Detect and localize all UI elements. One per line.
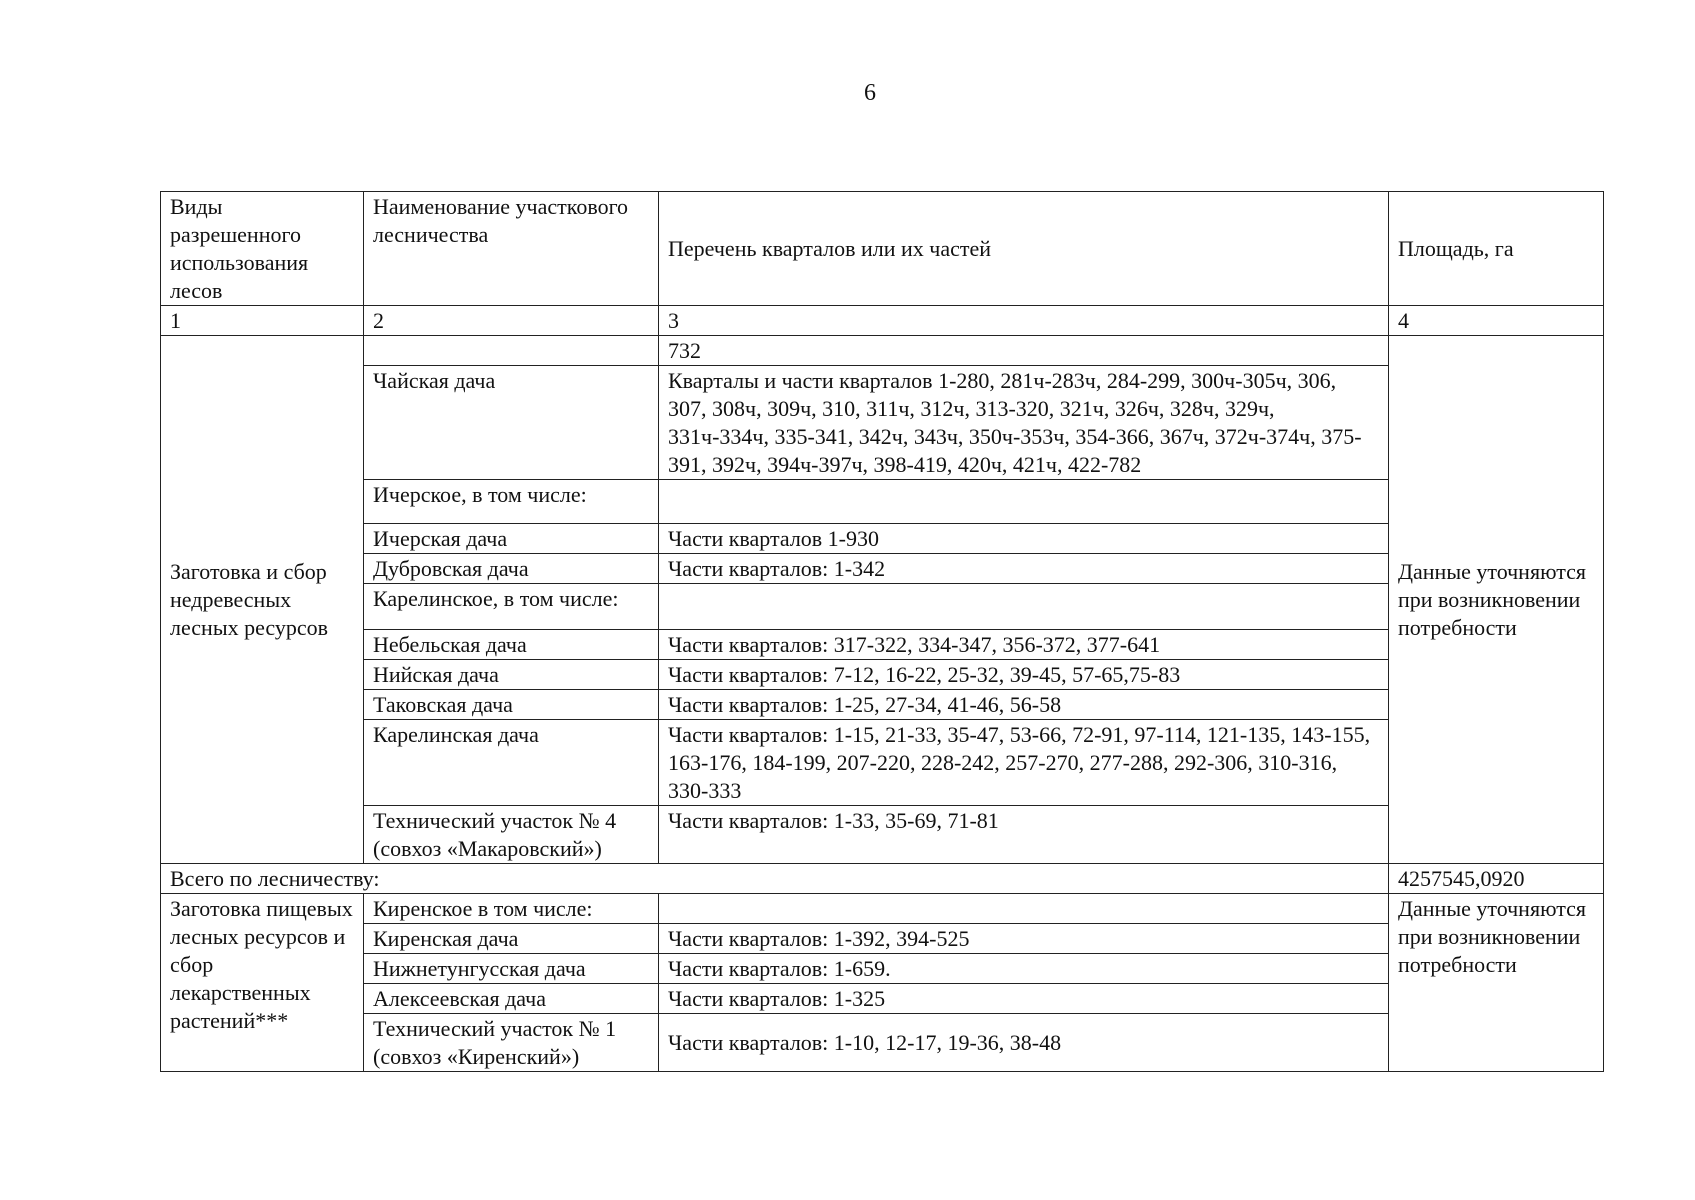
forestry-cell: Таковская дача: [364, 690, 659, 720]
total-row: [161, 864, 1604, 894]
forestry-cell: [364, 336, 659, 366]
quarters-cell: Части кварталов: 1-325: [659, 984, 1389, 1014]
header-usage-type: Виды разрешенного использования лесов: [161, 192, 364, 306]
header-quarters: Перечень кварталов или их частей: [659, 192, 1389, 306]
table-row: [161, 894, 1604, 924]
quarters-cell: Части кварталов: 1-10, 12-17, 19-36, 38-48: [659, 1014, 1389, 1072]
quarters-cell: [659, 894, 1389, 924]
quarters-cell: Части кварталов: 1-33, 35-69, 71-81: [659, 806, 1389, 864]
table-row: [161, 630, 1604, 660]
column-number: 4: [1389, 306, 1604, 336]
forestry-cell: Нижнетунгусская дача: [364, 954, 659, 984]
table-row: [161, 690, 1604, 720]
quarters-cell: Части кварталов: 1-659.: [659, 954, 1389, 984]
table-row: [161, 984, 1604, 1014]
table-row: [161, 806, 1604, 864]
forestry-cell: Нийская дача: [364, 660, 659, 690]
forestry-cell: Технический участок № 1 (совхоз «Киренский»): [364, 1014, 659, 1072]
quarters-cell: Части кварталов: 7-12, 16-22, 25-32, 39-45, 57-65,75-83: [659, 660, 1389, 690]
quarters-cell: [659, 480, 1389, 524]
quarters-cell: [659, 584, 1389, 630]
table-row: [161, 366, 1604, 480]
table-row: [161, 480, 1604, 524]
quarters-cell: Части кварталов: 1-15, 21-33, 35-47, 53-66, 72-91, 97-114, 121-135, 143-155, 163-176, 184-199, 207-220, 228-242, 257-270, 277-288, 292-306, 310-316, 330-333: [659, 720, 1389, 806]
quarters-cell: Части кварталов: 1-392, 394-525: [659, 924, 1389, 954]
table-row: [161, 1014, 1604, 1072]
table-row: [161, 336, 1604, 366]
forest-quarters-table: [160, 191, 1604, 1072]
forestry-cell: Ичерская дача: [364, 524, 659, 554]
header-area: Площадь, га: [1389, 192, 1604, 306]
usage-type-cell: Заготовка пищевых лесных ресурсов и сбор лекарственных растений***: [161, 894, 364, 1072]
header-forestry: Наименование участкового лесничества: [364, 192, 659, 306]
table-row: [161, 954, 1604, 984]
forestry-cell: Ичерское, в том числе:: [364, 480, 659, 524]
quarters-cell: 732: [659, 336, 1389, 366]
forestry-cell: Алексеевская дача: [364, 984, 659, 1014]
table-row: [161, 924, 1604, 954]
quarters-cell: Части кварталов 1-930: [659, 524, 1389, 554]
total-value: 4257545,0920: [1389, 864, 1604, 894]
area-cell: Данные уточняются при возникновении потребности: [1389, 336, 1604, 864]
quarters-cell: Части кварталов: 317-322, 334-347, 356-372, 377-641: [659, 630, 1389, 660]
quarters-cell: Части кварталов: 1-342: [659, 554, 1389, 584]
forestry-cell: Небельская дача: [364, 630, 659, 660]
table-row: [161, 660, 1604, 690]
usage-type-cell: Заготовка и сбор недревесных лесных ресурсов: [161, 336, 364, 864]
quarters-cell: Части кварталов: 1-25, 27-34, 41-46, 56-58: [659, 690, 1389, 720]
total-label: Всего по лесничеству:: [161, 864, 1389, 894]
forestry-cell: Карелинское, в том числе:: [364, 584, 659, 630]
page-number: 6: [864, 80, 876, 106]
forestry-cell: Технический участок № 4 (совхоз «Макаровский»): [364, 806, 659, 864]
table-row: [161, 720, 1604, 806]
column-number: 2: [364, 306, 659, 336]
forestry-cell: Чайская дача: [364, 366, 659, 480]
table-row: [161, 584, 1604, 630]
header-row: [161, 192, 1604, 306]
table-row: [161, 554, 1604, 584]
column-number: 1: [161, 306, 364, 336]
forestry-cell: Карелинская дача: [364, 720, 659, 806]
column-number: 3: [659, 306, 1389, 336]
forestry-cell: Дубровская дача: [364, 554, 659, 584]
area-cell: Данные уточняются при возникновении потребности: [1389, 894, 1604, 1072]
forestry-cell: Киренское в том числе:: [364, 894, 659, 924]
forestry-cell: Киренская дача: [364, 924, 659, 954]
column-numbers-row: [161, 306, 1604, 336]
table-row: [161, 524, 1604, 554]
quarters-cell: Кварталы и части кварталов 1-280, 281ч-283ч, 284-299, 300ч-305ч, 306, 307, 308ч, 309ч, 310, 311ч, 312ч, 313-320, 321ч, 326ч, 328ч, 329ч, 331ч-334ч, 335-341, 342ч, 343ч, 350ч-353ч, 354-366, 367ч, 372ч-374ч, 375-391, 392ч, 394ч-397ч, 398-419, 420ч, 421ч, 422-782: [659, 366, 1389, 480]
